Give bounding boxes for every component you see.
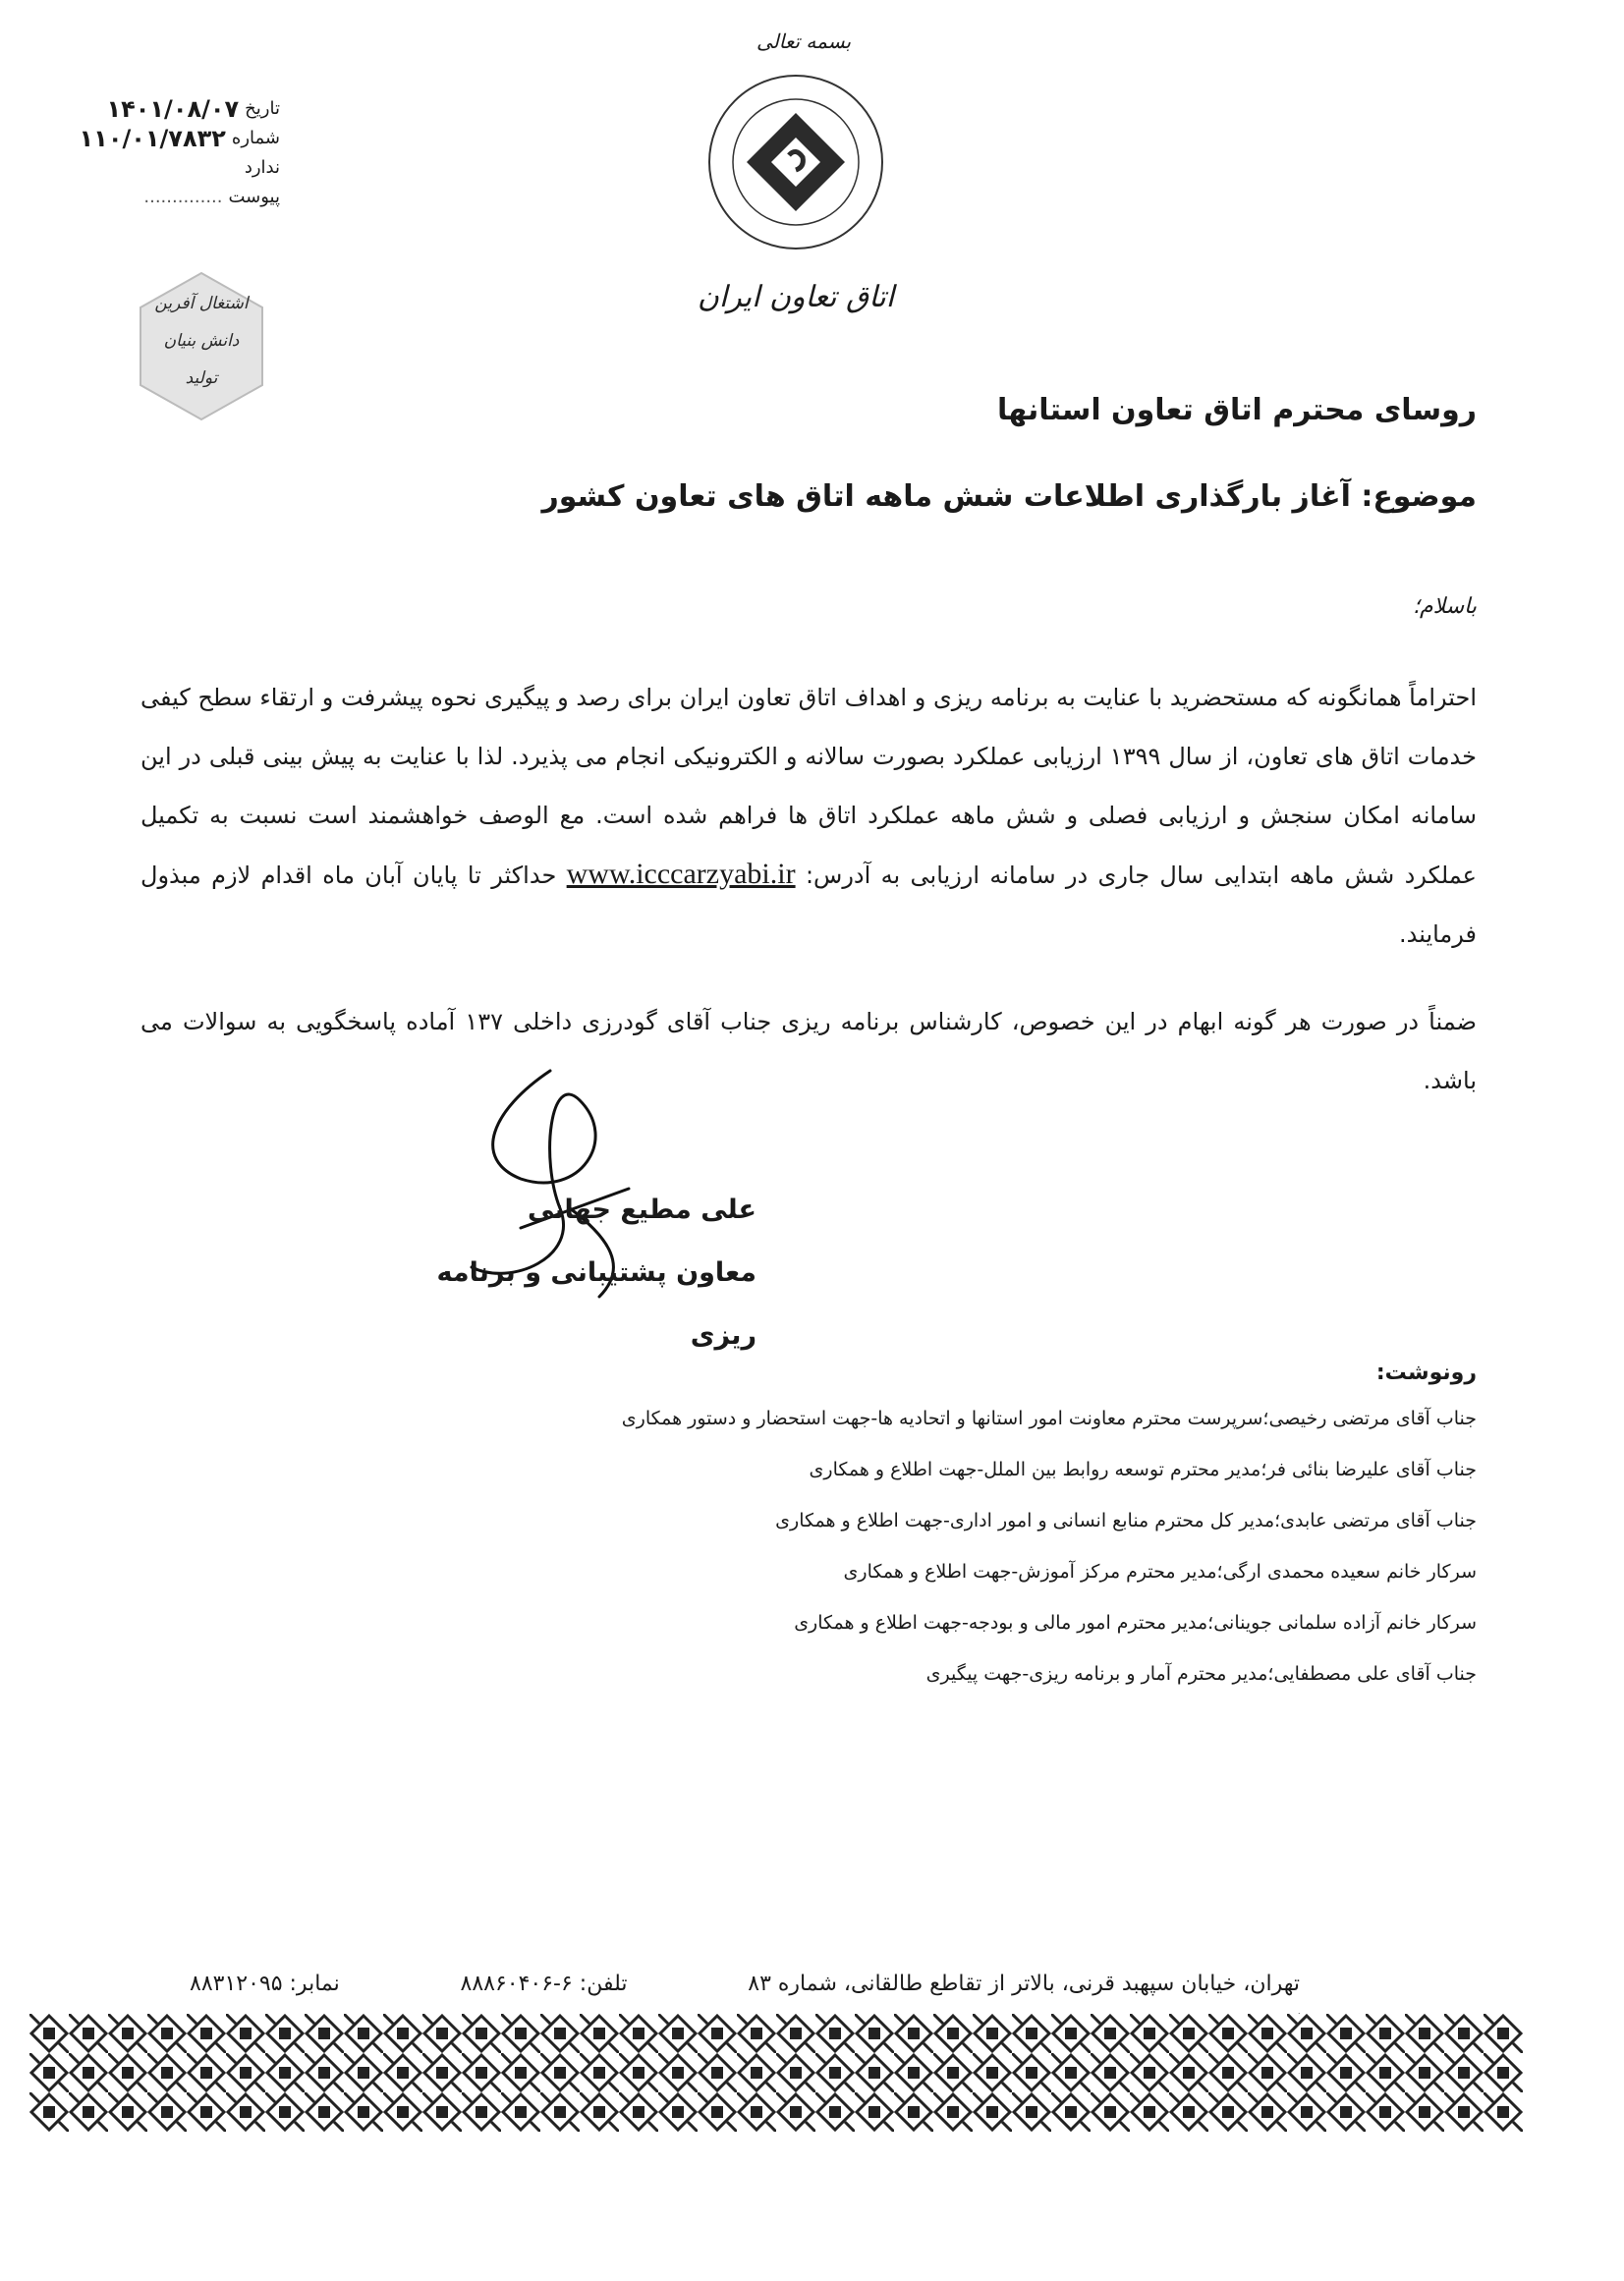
letter-metadata: [64, 94, 280, 212]
signer-name: علی مطیع جهانی: [528, 1195, 756, 1225]
subject-line: موضوع: آغاز بارگذاری اطلاعات شش ماهه اتاق های تعاون کشور: [541, 479, 1477, 514]
cc-item: سرکار خانم سعیده محمدی ارگی؛مدیر محترم مرکز آموزش-جهت اطلاع و همکاری: [843, 1561, 1477, 1583]
attachment-label: پیوست: [228, 187, 280, 207]
body-paragraph-1: [140, 668, 1477, 964]
slogan-line-2: دانش بنیان: [163, 331, 240, 351]
footer-row-1: [190, 1965, 1300, 2004]
recipient: روسای محترم اتاق تعاون استانها: [996, 393, 1477, 427]
chamber-logo: [702, 69, 889, 255]
number-label: شماره: [231, 128, 280, 148]
footer-phone: تلفن: ۶-۸۸۸۶۰۴۰۶: [460, 1972, 628, 1996]
slogan-line-1: اشتغال آفرین: [154, 294, 249, 313]
cc-item: سرکار خانم آزاده سلمانی جوینانی؛مدیر محترم امور مالی و بودجه-جهت اطلاع و همکاری: [794, 1612, 1477, 1634]
cc-title: رونوشت:: [1375, 1361, 1477, 1385]
bismillah-heading: بسمه تعالی: [756, 29, 852, 53]
attachment-status: ندارد: [244, 157, 280, 178]
date-row: [64, 94, 280, 124]
slogan-line-3: تولید: [185, 368, 218, 388]
cc-item: جناب آقای مرتضی عابدی؛مدیر کل محترم منابع انسانی و امور اداری-جهت اطلاع و همکاری: [775, 1510, 1477, 1531]
signature-block: [364, 1179, 756, 1367]
body-paragraph-2: ضمناً در صورت هر گونه ابهام در این خصوص، کارشناس برنامه ریزی جناب آقای گودرزی داخلی ۱۳۷ آماده پاسخگویی به سوالات می باشد.: [140, 1008, 1477, 1094]
footer-address: تهران، خیابان سپهبد قرنی، بالاتر از تقاطع طالقانی، شماره ۸۳: [748, 1972, 1300, 1996]
date-label: تاریخ: [245, 98, 280, 119]
attachment-dots: ..............: [143, 187, 223, 207]
slogan-badge-text: [147, 285, 255, 397]
decorative-pattern-band: [29, 2014, 1523, 2132]
org-name: اتاق تعاون ایران: [697, 280, 895, 314]
attachment-status-row: [64, 153, 280, 183]
footer-fax: نمابر: ۸۸۳۱۲۰۹۵: [190, 1972, 340, 1996]
cc-list: [298, 1393, 1477, 1699]
cc-item: جناب آقای مرتضی رخیصی؛سرپرست محترم معاونت امور استانها و اتحادیه ها-جهت استحضار و دستور همکاری: [621, 1408, 1477, 1429]
date-value: ۱۴۰۱/۰۸/۰۷: [106, 95, 240, 123]
cc-item: جناب آقای علی مصطفایی؛مدیر محترم آمار و برنامه ریزی-جهت پیگیری: [925, 1663, 1477, 1685]
attachment-row: [64, 183, 280, 212]
evaluation-website-link[interactable]: www.icccarzyabi.ir: [566, 858, 796, 890]
body-paragraph-1-end: حداکثر تا پایان آبان ماه اقدام لازم مبذول فرمایند.: [140, 862, 1477, 948]
number-row: [64, 124, 280, 153]
cc-item: جناب آقای علیرضا بنائی فر؛مدیر محترم توسعه روابط بین الملل-جهت اطلاع و همکاری: [809, 1459, 1477, 1480]
greeting: باسلام؛: [1412, 594, 1477, 619]
number-value: ۱۱۰/۰۱/۷۸۳۲: [79, 125, 226, 152]
signer-title: معاون پشتیبانی و برنامه ریزی: [436, 1257, 756, 1351]
body-paragraph-1-text: احتراماً همانگونه که مستحضرید با عنایت به برنامه ریزی و اهداف اتاق تعاون ایران برای رصد و پیگیری نحوه پیشرفت و ارتقاء سطح کیفی خدمات اتاق های تعاون، از سال ۱۳۹۹ ارزیابی عملکرد بصورت سالانه و الکترونیکی انجام می پذیرد. لذا با عنایت به پیش بینی قبلی در این سامانه امکان سنجش و ارزیابی فصلی و شش ماهه عملکرد اتاق ها فراهم شده است. مع الوصف خواهشمند است نسبت به تکمیل عملکرد شش ماهه ابتدایی سال جاری در سامانه ارزیابی به آدرس:: [140, 684, 1477, 889]
logo-emblem-icon: [702, 69, 889, 255]
